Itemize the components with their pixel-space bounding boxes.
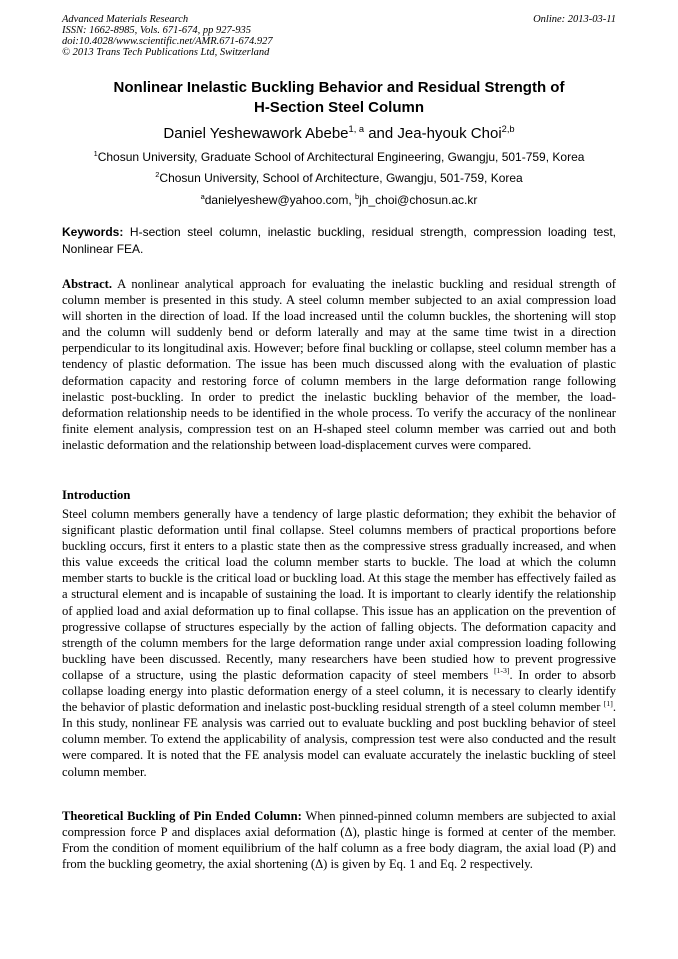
doi-line: doi:10.4028/www.scientific.net/AMR.671-674.927 <box>62 36 273 47</box>
abstract-text: A nonlinear analytical approach for evaluating the inelastic buckling and residual strength of column member is presented in this study. A steel column member subjected to an axial compression load will shorten in the direction of load. If the load increased until the column buckles, the shortening will stop and the column will suddenly bend or deform laterally and may at the same time twist in a direction perpendicular to its longitudinal axis. However; before final buckling or collapse, steel column member has a tendency of plastic deformation. The issue has been much discussed along with the evaluation of plastic deformation capacity and restoring force of column members in the large deformation range following inelastic post-buckling. In order to predict the inelastic buckling behavior of the member, the load-deformation relationship needs to be identified in the whole process. To verify the accuracy of the nonlinear finite element analysis, compression test on an H-shaped steel column member was carried out and both inelastic deformation and the relationship between load-displacement curves were compared. <box>62 277 616 452</box>
author-1-name: Daniel Yeshewawork Abebe <box>163 125 349 142</box>
reference-1[interactable]: [1] <box>603 698 613 708</box>
author-2-name: Jea-hyouk Choi <box>397 125 502 142</box>
affiliation-1-text: Chosun University, Graduate School of Architectural Engineering, Gwangju, 501-759, Korea <box>97 150 585 164</box>
abstract-label: Abstract. <box>62 277 113 291</box>
reference-1-3[interactable]: [1-3] <box>493 666 510 676</box>
author-1-affiliation-mark: 1, a <box>348 123 365 134</box>
journal-header <box>62 14 616 58</box>
email-b[interactable]: jh_choi@chosun.ac.kr <box>359 193 478 207</box>
affiliation-2-text: Chosun University, School of Architecture, Gwangju, 501-759, Korea <box>159 171 523 185</box>
introduction-heading: Introduction <box>62 488 131 502</box>
introduction-paragraph <box>62 506 616 780</box>
introduction-text-1: Steel column members generally have a tendency of large plastic deformation; they exhibit the behavior of significant plastic deformation until final collapse. Steel columns members of practical proportions before buckling occurs, first it enters to a plastic state then as the compressive stress gradually increased, and when this value exceeds the critical load the column member starts to buckle. The load at which the column member starts to buckle is the critical load or buckling load. At this stage the member has effectively failed as a structural element and is incapable of sustaining the load. It is important to clearly identify the relationship of applied load and axial deformation up to final collapse. This issue has an application on the prevention of progressive collapse of structures especially by the action of falling objects. The deformation capacity and strength of the column members for the large deformation range under axial compression loading following buckling have been discussed. Recently, many researchers have been studied how to prevent progressive collapse of a structure, using the plastic deformation capacity of steel members <box>62 507 616 682</box>
affiliation-1 <box>62 149 616 165</box>
email-b-mark: b <box>355 191 360 201</box>
author-list <box>62 124 616 144</box>
affiliation-1-mark: 1 <box>93 148 98 158</box>
journal-name: Advanced Materials Research <box>62 14 189 25</box>
keywords-label: Keywords: <box>62 225 124 239</box>
author-connector: and <box>364 125 398 142</box>
author-emails <box>62 192 616 208</box>
email-a-mark: a <box>200 191 205 201</box>
online-date: Online: 2013-03-11 <box>533 14 616 25</box>
author-2-affiliation-mark: 2,b <box>501 123 515 134</box>
email-a[interactable]: danielyeshew@yahoo.com, <box>204 193 355 207</box>
issn-line: ISSN: 1662-8985, Vols. 671-674, pp 927-935 <box>62 25 251 36</box>
keywords-block <box>62 224 616 258</box>
title-line-2: H-Section Steel Column <box>253 99 425 116</box>
theory-paragraph <box>62 808 616 872</box>
theory-heading: Theoretical Buckling of Pin Ended Column: <box>62 809 302 823</box>
affiliation-2-mark: 2 <box>155 169 160 179</box>
keywords-text: H-section steel column, inelastic buckling, residual strength, compression loading test, Nonlinear FEA. <box>62 225 616 256</box>
copyright-line: © 2013 Trans Tech Publications Ltd, Switzerland <box>62 47 270 58</box>
theory-text: When pinned-pinned column members are subjected to axial compression force P and displaces axial deformation (Δ), plastic hinge is formed at center of the member. From the condition of moment equilibrium of the half column as a free body diagram, the axial load (P) and from the buckling geometry, the axial shortening (Δ) is given by Eq. 1 and Eq. 2 respectively. <box>62 809 616 872</box>
introduction-text-2: . In order to absorb collapse loading energy into plastic deformation energy of a steel column, it is necessary to clearly identify the behavior of plastic deformation and inelastic post-buckling residual strength of a steel column member <box>62 667 616 715</box>
abstract-paragraph <box>62 276 616 453</box>
affiliation-2 <box>62 170 616 186</box>
paper-title <box>62 78 616 118</box>
introduction-text-3: . In this study, nonlinear FE analysis was carried out to evaluate buckling and post buckling behavior of steel column member. To extend the applicability of analysis, compression test were also conducted and the result were compared. It is noted that the FE analysis model can evaluate accurately the inelastic buckling of steel column member. <box>62 700 616 779</box>
title-line-1: Nonlinear Inelastic Buckling Behavior and Residual Strength of <box>113 79 565 96</box>
